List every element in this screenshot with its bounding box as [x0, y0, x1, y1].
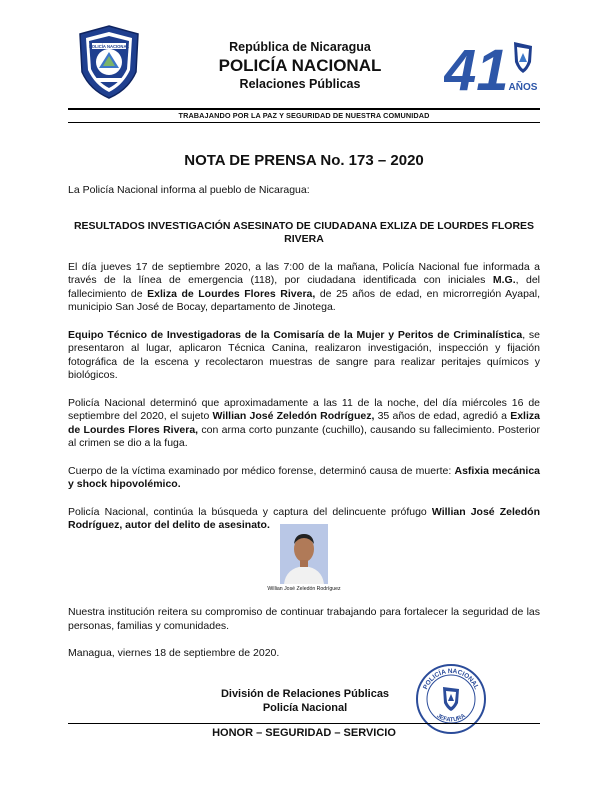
- header-rule-bottom: [68, 122, 540, 123]
- seal-top-text: POLICÍA NACIONAL: [422, 667, 480, 691]
- paragraph-5: Policía Nacional, continúa la búsqueda y captura del delincuente prófugo Willian José Zeledón Rodríguez, autor del delito de asesinato.: [68, 505, 540, 531]
- anniversary-number: 41: [444, 38, 509, 98]
- paragraph-3: Policía Nacional determinó que aproximadamente a las 11 de la noche, del día miércoles 16 de septiembre del 2020, el sujeto Willian José Zeledón Rodríguez, 35 años de edad, agredió a Exliza de Lourdes Flores Rivera, con arma corto punzante (cuchillo), causando su fallecimiento. Posterior al crimen se dio a la fuga.: [68, 396, 540, 449]
- intro-line: La Policía Nacional informa al pueblo de Nicaragua:: [68, 184, 310, 196]
- body-content: [68, 184, 540, 547]
- suspect-photo: [280, 524, 328, 584]
- paragraph-4: Cuerpo de la víctima examinado por médico forense, determinó causa de muerte: Asfixia mecánica y shock hipovolémico.: [68, 464, 540, 490]
- closing-paragraph: Nuestra institución reitera su compromiso de continuar trabajando para fortalecer la seguridad de las personas, familias y comunidades.: [68, 606, 540, 632]
- footer-rule: [68, 723, 540, 724]
- header-organization: POLICÍA NACIONAL: [218, 56, 382, 75]
- paragraph-2: Equipo Técnico de Investigadoras de la Comisaría de la Mujer y Peritos de Criminalística, se presentaron al lugar, aplicaron Técnica Canina, realizaron investigación, inspección y fijación fotográfica de la escena y recolectaron muestras de sangre para realizar peritajes químicos y biológicos.: [68, 328, 540, 381]
- suspect-photo-block: [252, 524, 356, 592]
- anniversary-word: AÑOS: [508, 82, 538, 93]
- photo-caption: Willian José Zeledón Rodríguez: [267, 586, 341, 592]
- header-department: Relaciones Públicas: [239, 77, 361, 91]
- press-release-title: NOTA DE PRENSA No. 173 – 2020: [184, 152, 424, 169]
- footer-motto: HONOR – SEGURIDAD – SERVICIO: [212, 727, 396, 739]
- anniversary-logo: [444, 38, 540, 98]
- closing-block: [68, 606, 540, 661]
- header-rule-top: [68, 108, 540, 110]
- motto: TRABAJANDO POR LA PAZ Y SEGURIDAD DE NUESTRA COMUNIDAD: [178, 111, 430, 120]
- signature-line-2: Policía Nacional: [262, 702, 348, 714]
- seal-bottom-text: JEFATURA: [435, 713, 467, 724]
- badge-text: POLICÍA NACIONAL: [88, 44, 130, 49]
- header-country: República de Nicaragua: [229, 40, 371, 54]
- signature-block: [210, 687, 400, 715]
- official-seal-icon: [415, 663, 487, 735]
- signature-line-1: División de Relaciones Públicas: [220, 688, 390, 700]
- police-badge-icon: [78, 24, 140, 100]
- subtitle: RESULTADOS INVESTIGACIÓN ASESINATO DE CIUDADANA EXLIZA DE LOURDES FLORES RIVERA: [73, 219, 535, 245]
- paragraph-1: El día jueves 17 de septiembre 2020, a las 7:00 de la mañana, Policía Nacional fue informada a través de la línea de emergencia (118), por ciudadana identificada con iniciales M.G., del fallecimiento de Exliza de Lourdes Flores Rivera, de 25 años de edad, en microrregión Ayapal, municipio San José de Bocay, departamento de Jinotega.: [68, 260, 541, 313]
- place-date: Managua, viernes 18 de septiembre de 2020.: [68, 647, 280, 659]
- header-title-block: [180, 40, 420, 92]
